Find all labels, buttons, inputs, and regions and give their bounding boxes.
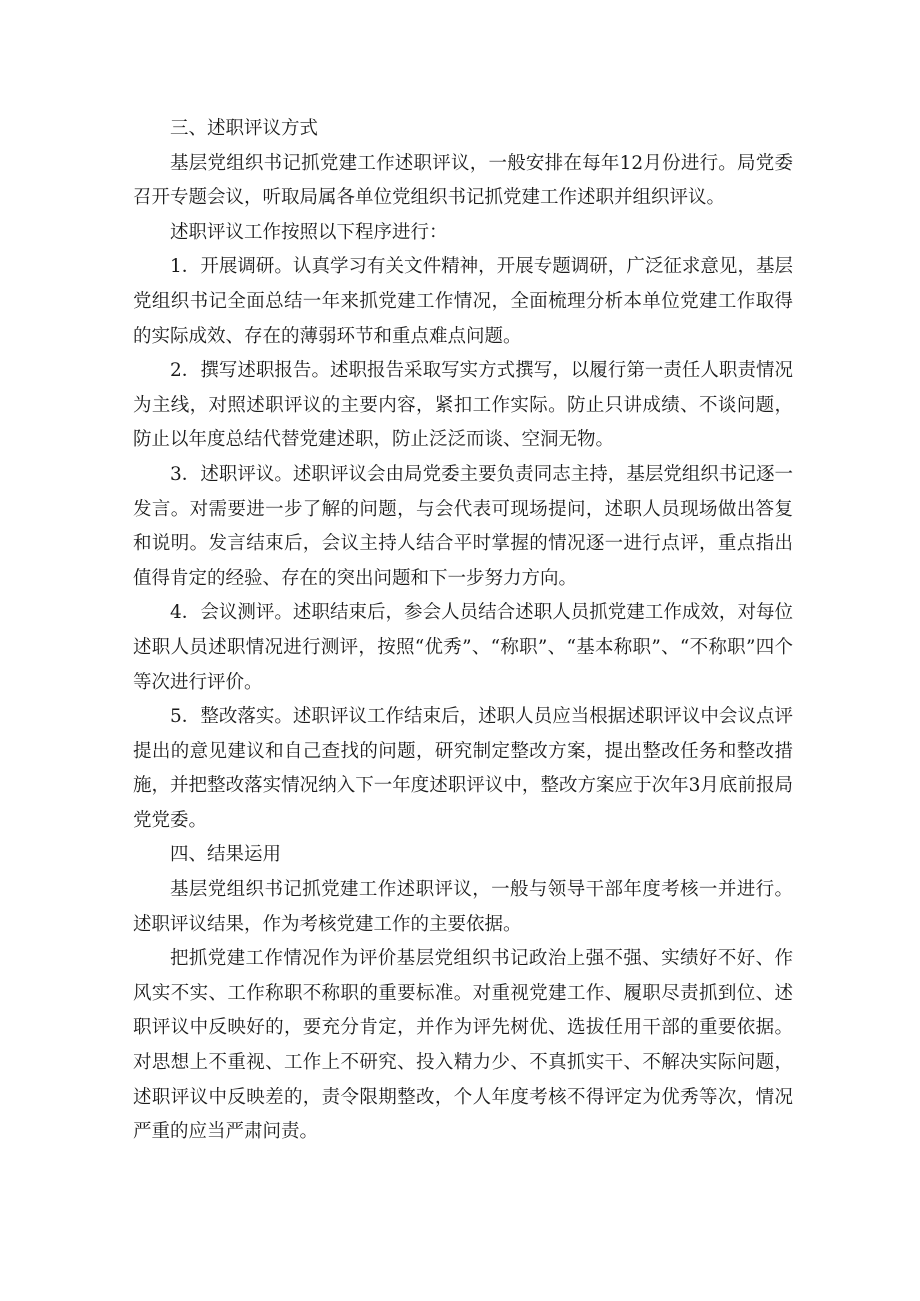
paragraph-step-evaluation: 3．述职评议。述职评议会由局党委主要负责同志主持，基层党组织书记逐一发言。对需要进一步了解的问题，与会代表可现场提问，述职人员现场做出答复和说明。发言结束后，会议主持人结合平时掌握的情况逐一进行点评，重点指出值得肯定的经验、存在的突出问题和下一步努力方向。 <box>133 463 793 589</box>
section-heading-result-use: 四、结果运用 <box>170 844 282 866</box>
paragraph-step-rectification: 5．整改落实。述职评议工作结束后，述职人员应当根据述职评议中会议点评提出的意见建议和自己查找的问题，研究制定整改方案，提出整改任务和整改措施，并把整改落实情况纳入下一年度述职评议中，整改方案应于次年3月底前报局党党委。 <box>133 706 793 831</box>
section-heading-evaluation-method: 三、述职评议方式 <box>170 118 319 139</box>
document-body <box>133 112 793 1150</box>
paragraph-procedure-intro: 述职评议工作按照以下程序进行： <box>170 221 448 243</box>
paragraph-result-basis: 基层党组织书记抓党建工作述职评议，一般与领导干部年度考核一并进行。述职评议结果，作为考核党建工作的主要依据。 <box>133 879 793 935</box>
paragraph-result-standard: 把抓党建工作情况作为评价基层党组织书记政治上强不强、实绩好不好、作风实不实、工作称职不称职的重要标准。对重视党建工作、履职尽责抓到位、述职评议中反映好的，要充分肯定，并作为评先树优、选拔任用干部的重要依据。对思想上不重视、工作上不研究、投入精力少、不真抓实干、不解决实际问题，述职评议中反映差的，责令限期整改，个人年度考核不得评定为优秀等次，情况严重的应当严肃问责。 <box>133 948 793 1143</box>
paragraph-arrangement: 基层党组织书记抓党建工作述职评议，一般安排在每年12月份进行。局党委召开专题会议，听取局属各单位党组织书记抓党建工作述职并组织评议。 <box>133 152 793 209</box>
paragraph-step-assessment: 4．会议测评。述职结束后，参会人员结合述职人员抓党建工作成效，对每位述职人员述职情况进行测评，按照“优秀”、“称职”、“基本称职”、“不称职”四个等次进行评价。 <box>133 602 793 693</box>
paragraph-step-report: 2．撰写述职报告。述职报告采取写实方式撰写，以履行第一责任人职责情况为主线，对照述职评议的主要内容，紧扣工作实际。防止只讲成绩、不谈问题，防止以年度总结代替党建述职，防止泛泛而谈、空洞无物。 <box>133 360 793 451</box>
paragraph-step-research: 1．开展调研。认真学习有关文件精神，开展专题调研，广泛征求意见，基层党组织书记全面总结一年来抓党建工作情况，全面梳理分析本单位党建工作取得的实际成效、存在的薄弱环节和重点难点问题。 <box>133 256 793 347</box>
